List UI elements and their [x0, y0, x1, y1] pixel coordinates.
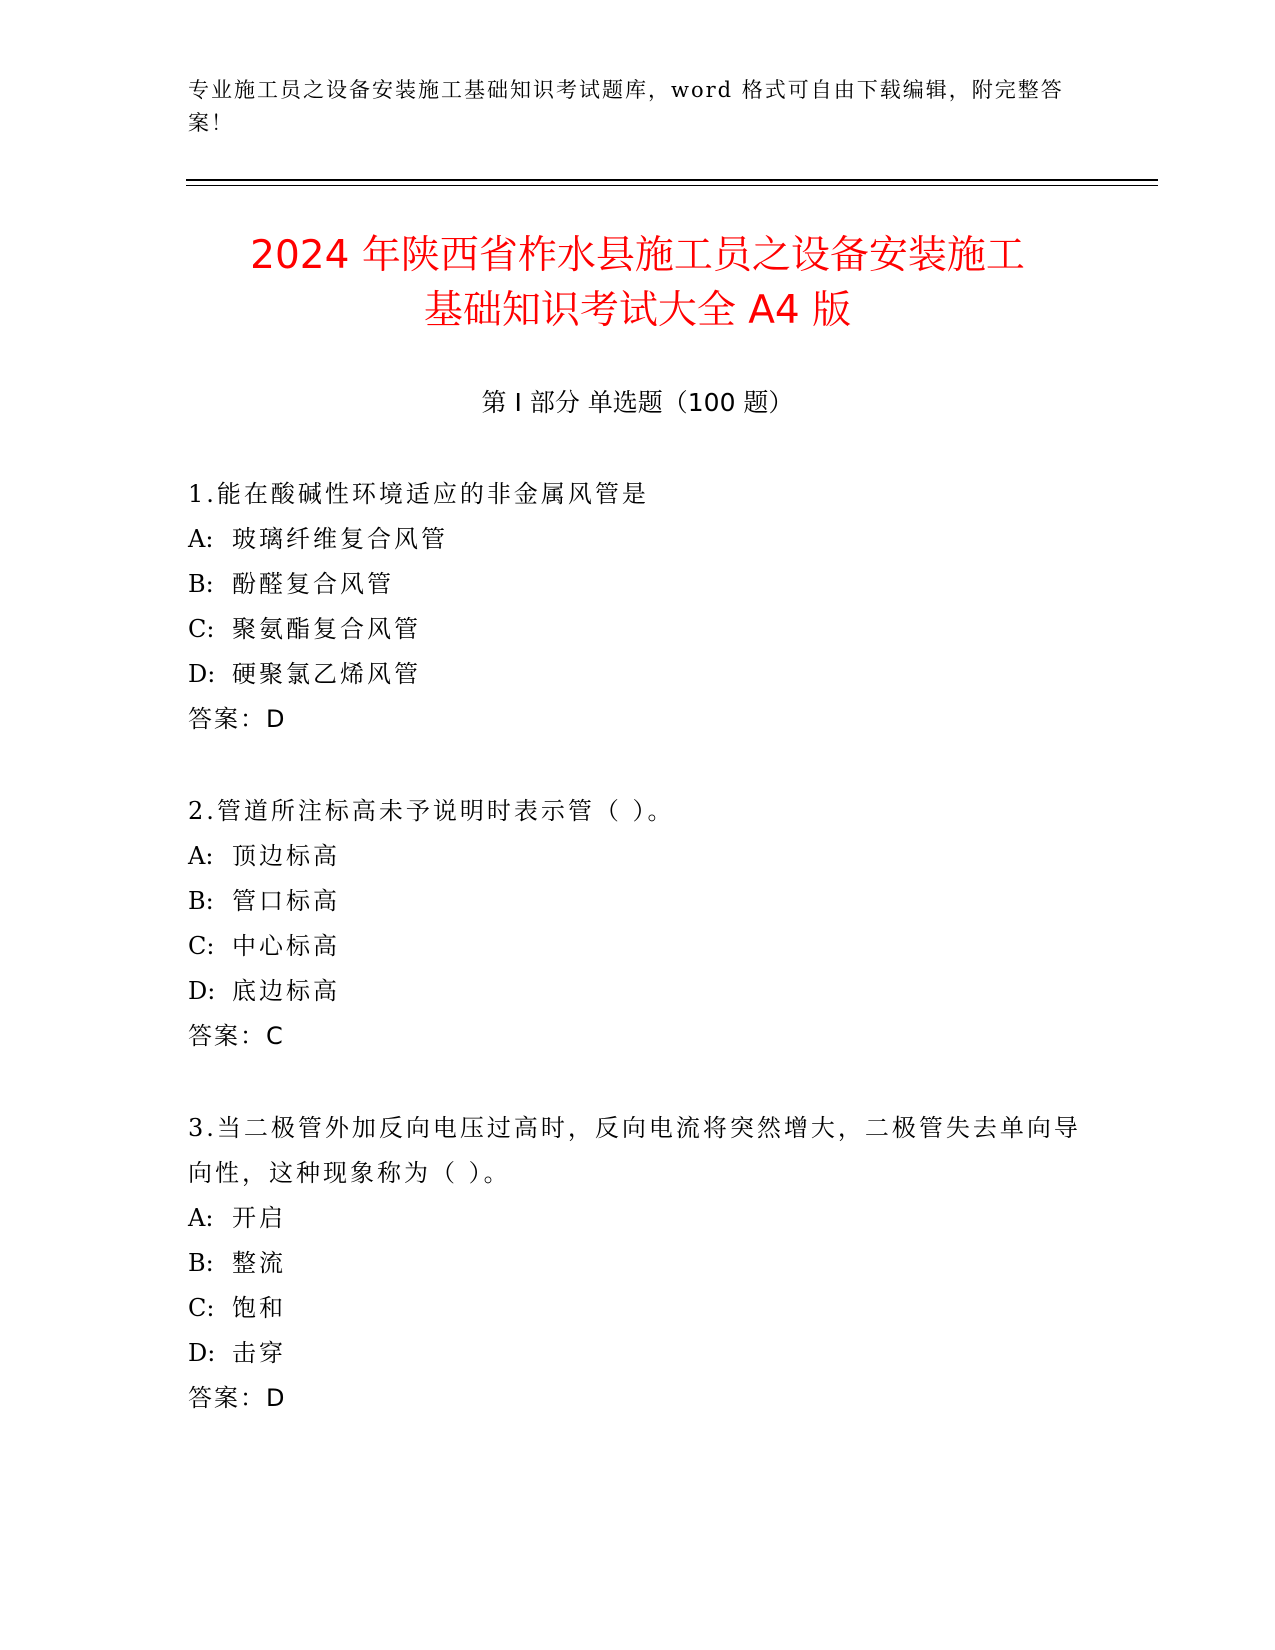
option-text: 酚醛复合风管: [232, 570, 394, 598]
option-text: 中心标高: [232, 932, 340, 960]
question-2: [188, 789, 1088, 1059]
option-key: B:: [188, 887, 214, 915]
option-a: [188, 834, 1088, 879]
option-c: [188, 1286, 1088, 1331]
option-key: C:: [188, 1294, 215, 1322]
option-b: [188, 1241, 1088, 1286]
option-text: 饱和: [232, 1294, 286, 1322]
question-answer: 答案：C: [188, 1022, 285, 1050]
option-key: D:: [188, 977, 216, 1005]
option-text: 开启: [232, 1204, 286, 1232]
question-answer: 答案：D: [188, 1384, 287, 1412]
option-b: [188, 879, 1088, 924]
question-1: [188, 472, 1088, 742]
option-text: 硬聚氯乙烯风管: [232, 660, 421, 688]
question-stem: 2.管道所注标高未予说明时表示管（ ）。: [188, 797, 675, 825]
option-key: A:: [188, 1204, 214, 1232]
option-key: A:: [188, 525, 214, 553]
option-key: A:: [188, 842, 214, 870]
document-title-line-1: 2024 年陕西省柞水县施工员之设备安装施工: [250, 233, 1025, 278]
option-key: C:: [188, 615, 215, 643]
option-text: 玻璃纤维复合风管: [232, 525, 448, 553]
option-key: C:: [188, 932, 215, 960]
header-divider-thick: [186, 179, 1158, 181]
option-key: B:: [188, 1249, 214, 1277]
document-title: [0, 228, 1275, 338]
option-text: 聚氨酯复合风管: [232, 615, 421, 643]
option-key: D:: [188, 660, 216, 688]
option-text: 管口标高: [232, 887, 340, 915]
header-divider-thin: [186, 185, 1158, 186]
option-a: [188, 1196, 1088, 1241]
option-text: 顶边标高: [232, 842, 340, 870]
option-d: [188, 652, 1088, 697]
question-stem: 3.当二极管外加反向电压过高时，反向电流将突然增大，二极管失去单向导向性，这种现象称为（ ）。: [188, 1114, 1081, 1187]
header-note: 专业施工员之设备安装施工基础知识考试题库，word 格式可自由下载编辑，附完整答案！: [188, 78, 1064, 135]
document-title-line-2: 基础知识考试大全 A4 版: [423, 288, 852, 333]
option-d: [188, 1331, 1088, 1376]
question-stem: 1.能在酸碱性环境适应的非金属风管是: [188, 480, 649, 508]
option-d: [188, 969, 1088, 1014]
option-text: 底边标高: [232, 977, 340, 1005]
question-answer: 答案：D: [188, 705, 287, 733]
option-c: [188, 607, 1088, 652]
option-a: [188, 517, 1088, 562]
option-b: [188, 562, 1088, 607]
option-text: 击穿: [232, 1339, 286, 1367]
section-title: 第 I 部分 单选题（100 题）: [481, 388, 794, 417]
question-3: [188, 1106, 1088, 1421]
option-key: D:: [188, 1339, 216, 1367]
option-key: B:: [188, 570, 214, 598]
option-text: 整流: [232, 1249, 286, 1277]
option-c: [188, 924, 1088, 969]
